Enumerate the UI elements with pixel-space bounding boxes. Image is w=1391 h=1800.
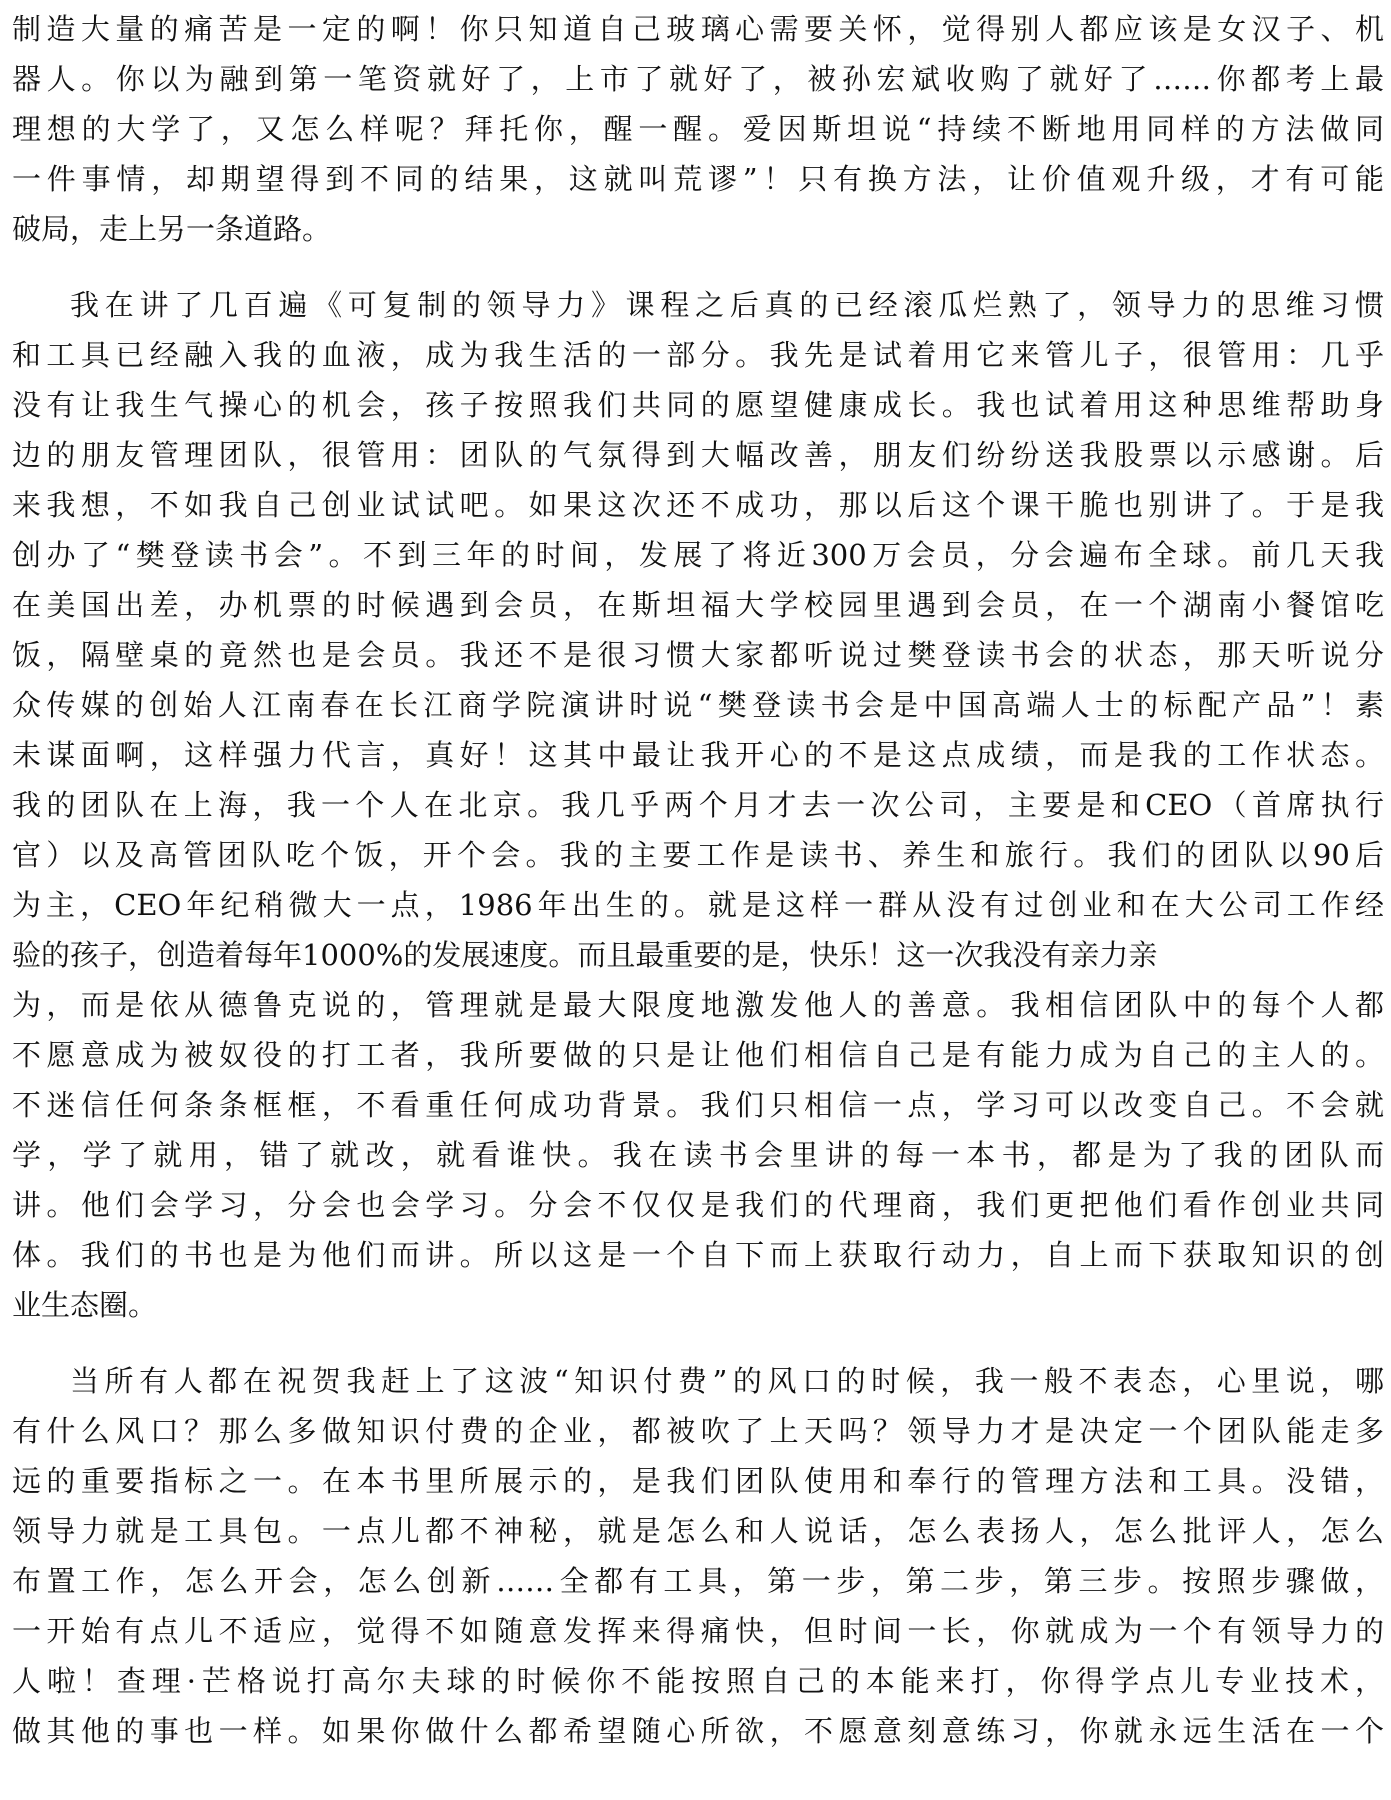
text-line: 不迷信任何条条框框，不看重任何成功背景。我们只相信一点，学习可以改变自己。不会就 [12,1088,1384,1122]
text-line: 学，学了就用，错了就改，就看谁快。我在读书会里讲的每一本书，都是为了我的团队而 [12,1138,1384,1172]
text-line: 一开始有点儿不适应，觉得不如随意发挥来得痛快，但时间一长，你就成为一个有领导力的 [12,1614,1384,1648]
text-line: 官）以及高管团队吃个饭，开个会。我的主要工作是读书、养生和旅行。我们的团队以90后 [12,838,1384,872]
text-line: 人啦！查理·芒格说打高尔夫球的时候你不能按照自己的本能来打，你得学点儿专业技术， [12,1664,1384,1698]
text-line: 破局，走上另一条道路。 [12,212,332,246]
text-line: 边的朋友管理团队，很管用：团队的气氛得到大幅改善，朋友们纷纷送我股票以示感谢。后 [12,438,1384,472]
text-line: 验的孩子，创造着每年1000%的发展速度。而且最重要的是，快乐！这一次我没有亲力亲 [12,938,1158,972]
text-line: 器人。你以为融到第一笔资就好了，上市了就好了，被孙宏斌收购了就好了……你都考上最 [12,62,1384,96]
text-line: 理想的大学了，又怎么样呢？拜托你，醒一醒。爱因斯坦说“持续不断地用同样的方法做同 [12,112,1384,146]
text-line: 为主，CEO年纪稍微大一点，1986年出生的。就是这样一群从没有过创业和在大公司工作经 [12,888,1384,922]
text-line: 创办了“樊登读书会”。不到三年的时间，发展了将近300万会员，分会遍布全球。前几天我 [12,538,1384,572]
text-line: 我的团队在上海，我一个人在北京。我几乎两个月才去一次公司，主要是和CEO（首席执行 [12,788,1384,822]
text-line: 布置工作，怎么开会，怎么创新……全都有工具，第一步，第二步，第三步。按照步骤做， [12,1564,1384,1598]
text-line: 讲。他们会学习，分会也会学习。分会不仅仅是我们的代理商，我们更把他们看作创业共同 [12,1188,1384,1222]
text-line: 没有让我生气操心的机会，孩子按照我们共同的愿望健康成长。我也试着用这种思维帮助身 [12,388,1384,422]
text-line: 当所有人都在祝贺我赶上了这波“知识付费”的风口的时候，我一般不表态，心里说，哪 [70,1364,1384,1398]
paragraph-gap [12,1330,1384,1356]
document-page [12,0,1384,1800]
paragraph-3 [12,1356,1384,1756]
text-line: 和工具已经融入我的血液，成为我生活的一部分。我先是试着用它来管儿子，很管用：几乎 [12,338,1384,372]
text-line: 有什么风口？那么多做知识付费的企业，都被吹了上天吗？领导力才是决定一个团队能走多 [12,1414,1384,1448]
text-line: 在美国出差，办机票的时候遇到会员，在斯坦福大学校园里遇到会员，在一个湖南小餐馆吃 [12,588,1384,622]
text-line: 一件事情，却期望得到不同的结果，这就叫荒谬”！只有换方法，让价值观升级，才有可能 [12,162,1384,196]
text-line: 做其他的事也一样。如果你做什么都希望随心所欲，不愿意刻意练习，你就永远生活在一个 [12,1714,1384,1748]
text-line: 制造大量的痛苦是一定的啊！你只知道自己玻璃心需要关怀，觉得别人都应该是女汉子、机 [12,12,1384,46]
paragraph-1 [12,4,1384,254]
text-line: 领导力就是工具包。一点儿都不神秘，就是怎么和人说话，怎么表扬人，怎么批评人，怎么 [12,1514,1384,1548]
text-line: 体。我们的书也是为他们而讲。所以这是一个自下而上获取行动力，自上而下获取知识的创 [12,1238,1384,1272]
text-line: 来我想，不如我自己创业试试吧。如果这次还不成功，那以后这个课干脆也别讲了。于是我 [12,488,1384,522]
text-line: 众传媒的创始人江南春在长江商学院演讲时说“樊登读书会是中国高端人士的标配产品”！素 [12,688,1384,722]
paragraph-gap [12,254,1384,280]
text-line: 饭，隔壁桌的竟然也是会员。我还不是很习惯大家都听说过樊登读书会的状态，那天听说分 [12,638,1384,672]
text-line: 业生态圈。 [12,1288,158,1322]
text-line: 不愿意成为被奴役的打工者，我所要做的只是让他们相信自己是有能力成为自己的主人的。 [12,1038,1384,1072]
text-line: 为，而是依从德鲁克说的，管理就是最大限度地激发他人的善意。我相信团队中的每个人都 [12,988,1384,1022]
text-line: 远的重要指标之一。在本书里所展示的，是我们团队使用和奉行的管理方法和工具。没错， [12,1464,1384,1498]
text-line: 我在讲了几百遍《可复制的领导力》课程之后真的已经滚瓜烂熟了，领导力的思维习惯 [70,288,1384,322]
text-line: 未谋面啊，这样强力代言，真好！这其中最让我开心的不是这点成绩，而是我的工作状态。 [12,738,1384,772]
paragraph-2 [12,280,1384,1330]
